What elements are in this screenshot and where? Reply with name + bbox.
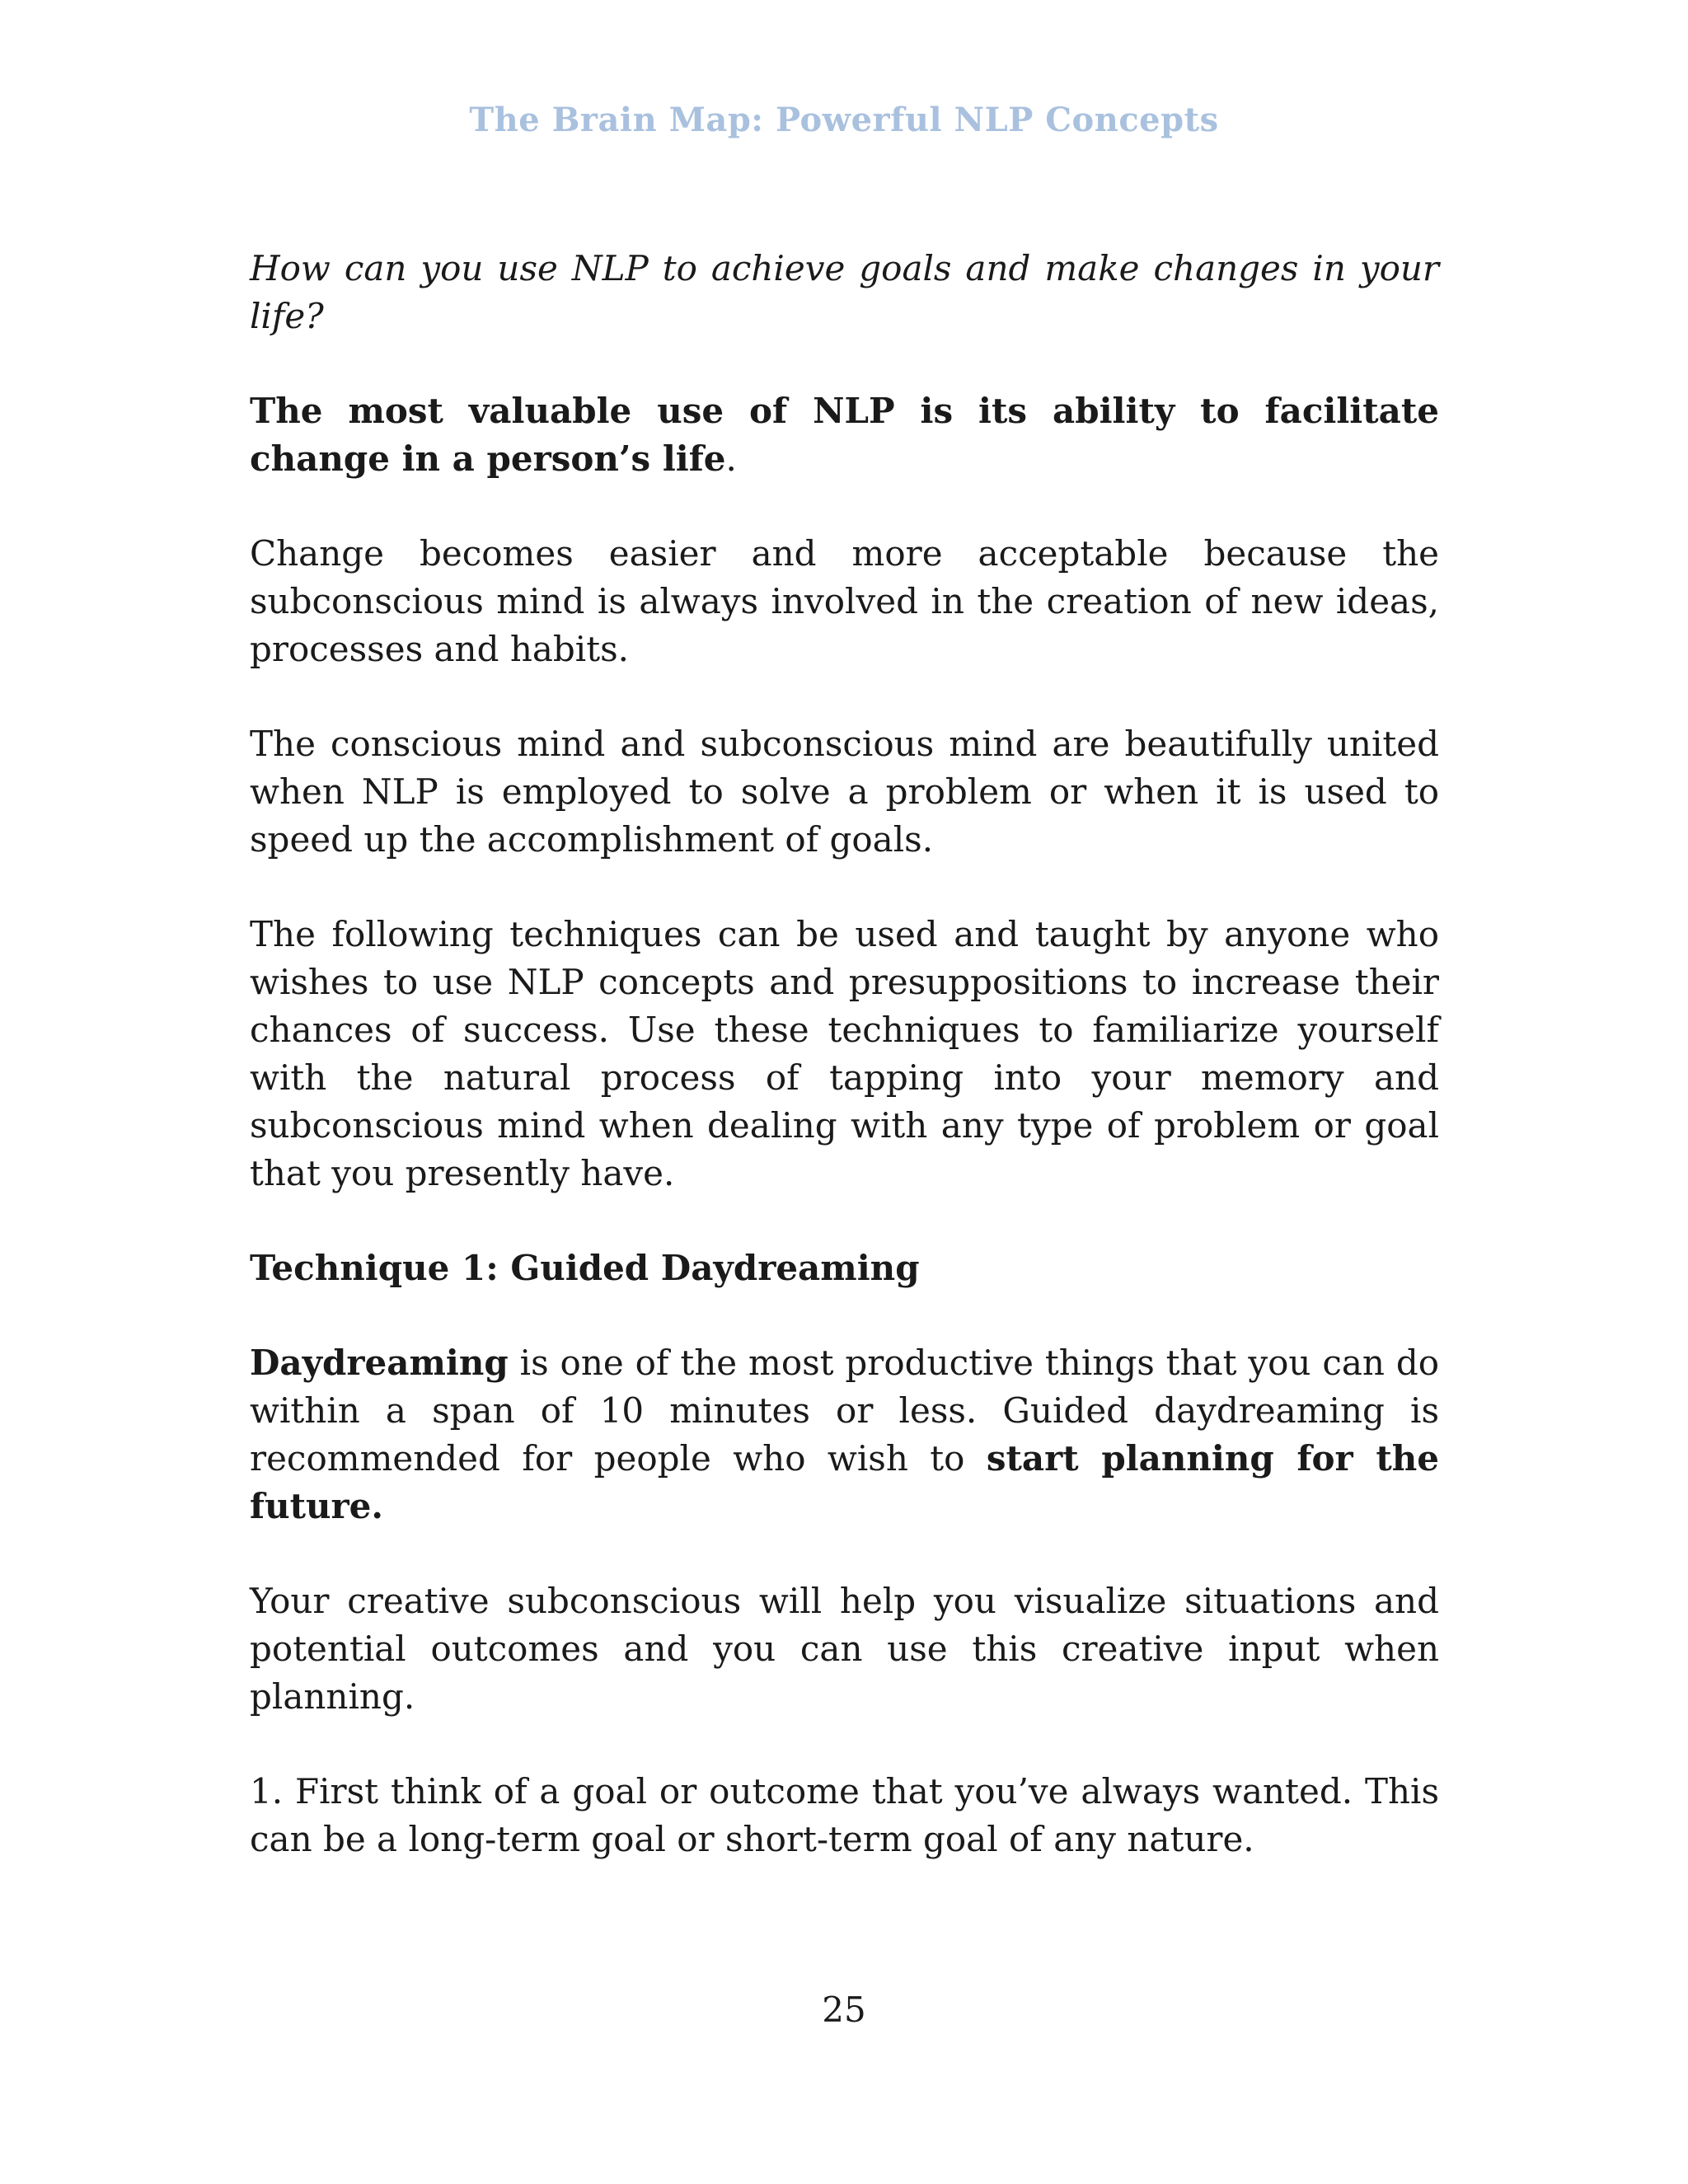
paragraph-daydreaming	[250, 1339, 1439, 1530]
page-body	[250, 245, 1439, 1863]
daydreaming-emphasis: start planning for the future.	[250, 1438, 1439, 1526]
running-header: The Brain Map: Powerful NLP Concepts	[469, 101, 1219, 139]
paragraph-conscious: The conscious mind and subconscious mind are beautifully united when NLP is employed to solve a problem or when it is used to speed up the accomplishment of goals.	[250, 724, 1439, 860]
paragraph-change: Change becomes easier and more acceptable because the subconscious mind is always involved in the creation of new ideas, processes and habits.	[250, 533, 1439, 669]
lead-statement	[250, 387, 1439, 483]
paragraph-techniques: The following techniques can be used and taught by anyone who wishes to use NLP concepts and presuppositions to increase their chances of success. Use these techniques to familiarize yourself with the natural process of tapping into your memory and subconscious mind when dealing with any type of problem or goal that you presently have.	[250, 914, 1439, 1193]
step-one: 1. First think of a goal or outcome that you’ve always wanted. This can be a long-term goal or short-term goal of any nature.	[250, 1771, 1439, 1859]
daydreaming-term: Daydreaming	[250, 1343, 509, 1383]
paragraph-creative: Your creative subconscious will help you visualize situations and potential outcomes and you can use this creative input when planning.	[250, 1581, 1439, 1717]
lead-statement-bold: The most valuable use of NLP is its ability to facilitate change in a person’s life	[250, 391, 1439, 479]
page-number: 25	[822, 1990, 866, 2030]
lead-statement-period: .	[725, 438, 737, 479]
technique-heading: Technique 1: Guided Daydreaming	[250, 1248, 920, 1288]
intro-question: How can you use NLP to achieve goals and make changes in your life?	[250, 248, 1439, 336]
daydreaming-text: is one of the most productive things that you can do within a span of 10 minutes or less. Guided daydreaming is recommended for people who wish to	[250, 1343, 1439, 1479]
